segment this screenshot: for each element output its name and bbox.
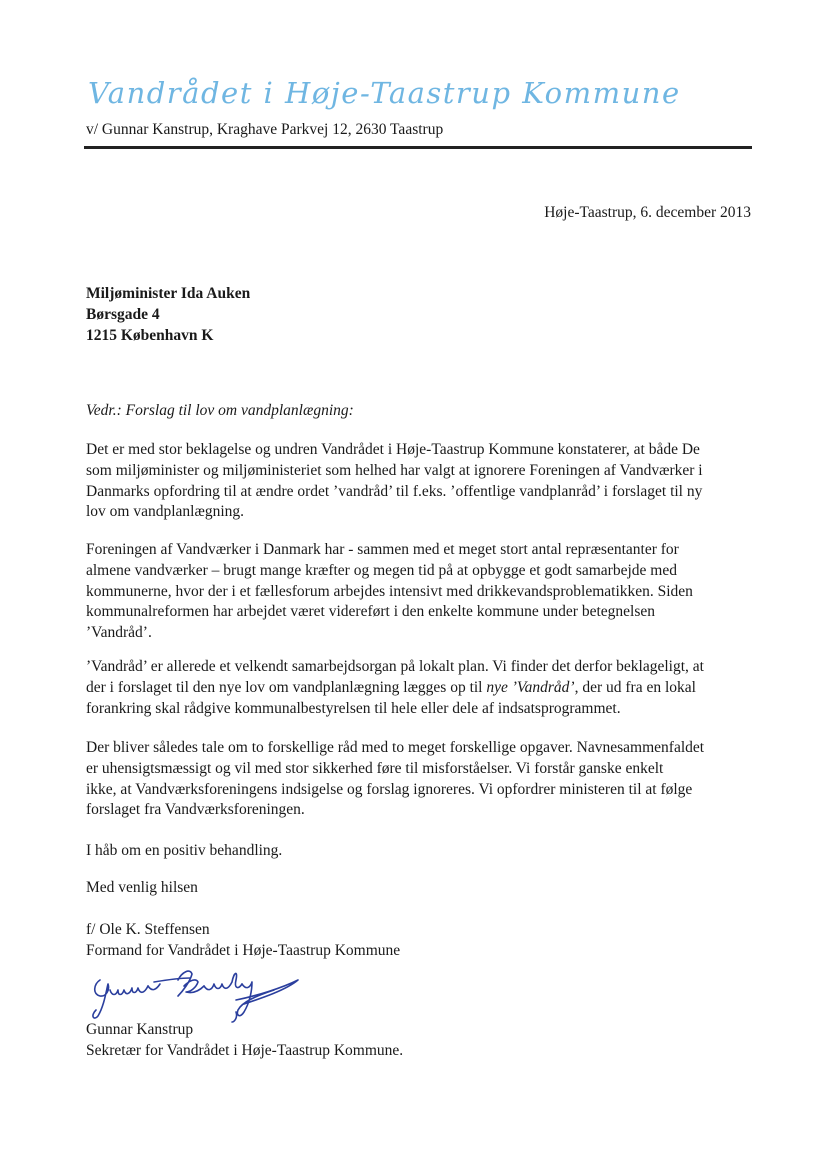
- text-line: kommunalreformen har arbejdet været videreført i den enkelte kommune under betegnelsen: [86, 603, 655, 621]
- closing-line: I håb om en positiv behandling.: [86, 842, 283, 859]
- text-line: Der bliver således tale om to forskellige råd med to meget forskellige opgaver. Navnesammenfaldet: [86, 739, 705, 756]
- paragraph-4: [86, 738, 756, 821]
- text-line: lov om vandplanlægning.: [86, 503, 245, 521]
- text-segment: der i forslaget til den nye lov om vandplanlægning lægges op til: [86, 678, 487, 696]
- text-line: ikke, at Vandværksforeningens indsigelse og forslag ignoreres. Vi opfordrer ministeren til at følge: [86, 780, 693, 798]
- greeting: Med venlig hilsen: [86, 879, 198, 896]
- handwritten-signature: [86, 966, 301, 1024]
- text-line: som miljøminister og miljøministeriet som helhed har valgt at ignorere Foreningen af Vandværker i: [86, 461, 703, 479]
- letter-subject: Vedr.: Forslag til lov om vandplanlægning:: [86, 402, 354, 419]
- emphasis-text: nye ’Vandråd’: [486, 678, 575, 696]
- recipient-name: Miljøminister Ida Auken: [86, 285, 251, 302]
- signer-block: [86, 920, 400, 962]
- text-line: ’Vandråd’ er allerede et velkendt samarbejdsorgan på lokalt plan. Vi finder det derfor beklageligt, at: [86, 658, 704, 675]
- recipient-city: 1215 København K: [86, 327, 214, 344]
- organization-address: v/ Gunnar Kanstrup, Kraghave Parkvej 12, 2630 Taastrup: [86, 121, 444, 138]
- signer-title: Formand for Vandrådet i Høje-Taastrup Kommune: [86, 941, 401, 959]
- text-line: [86, 678, 756, 699]
- text-line: kommunerne, hvor der i et fællesforum arbejdes intensivt med drikkevandsproblematikken. Siden: [86, 582, 693, 600]
- recipient-street: Børsgade 4: [86, 306, 160, 323]
- text-line: Det er med stor beklagelse og undren Vandrådet i Høje-Taastrup Kommune konstaterer, at både De: [86, 441, 700, 458]
- header-divider: [84, 146, 752, 149]
- recipient-block: [86, 283, 250, 346]
- text-line: Danmarks opfordring til at ændre ordet ’vandråd’ til f.eks. ’offentlige vandplanråd’ i forslaget til ny: [86, 482, 703, 500]
- text-line: Foreningen af Vandværker i Danmark har - sammen med et meget stort antal repræsentanter for: [86, 541, 679, 558]
- text-line: forankring skal rådgive kommunalbestyrelsen til hele eller dele af indsatsprogrammet.: [86, 699, 621, 717]
- text-line: ’Vandråd’.: [86, 624, 152, 642]
- secretary-block: [86, 1020, 403, 1062]
- secretary-title: Sekretær for Vandrådet i Høje-Taastrup Kommune.: [86, 1041, 404, 1059]
- letter-date: Høje-Taastrup, 6. december 2013: [544, 204, 751, 221]
- text-line: forslaget fra Vandværksforeningen.: [86, 801, 305, 819]
- organization-title: Vandrådet i Høje-Taastrup Kommune: [88, 76, 681, 110]
- paragraph-1: [86, 440, 756, 523]
- text-line: er uhensigtsmæssigt og vil med stor sikkerhed føre til misforståelser. Vi forstår ganske enkelt: [86, 759, 664, 777]
- paragraph-3: [86, 657, 756, 719]
- text-line: almene vandværker – brugt mange kræfter og megen tid på at opbygge et godt samarbejde med: [86, 561, 677, 579]
- signer-name: f/ Ole K. Steffensen: [86, 921, 210, 938]
- secretary-name: Gunnar Kanstrup: [86, 1021, 194, 1038]
- text-segment: , der ud fra en lokal: [574, 678, 696, 696]
- paragraph-2: [86, 540, 756, 644]
